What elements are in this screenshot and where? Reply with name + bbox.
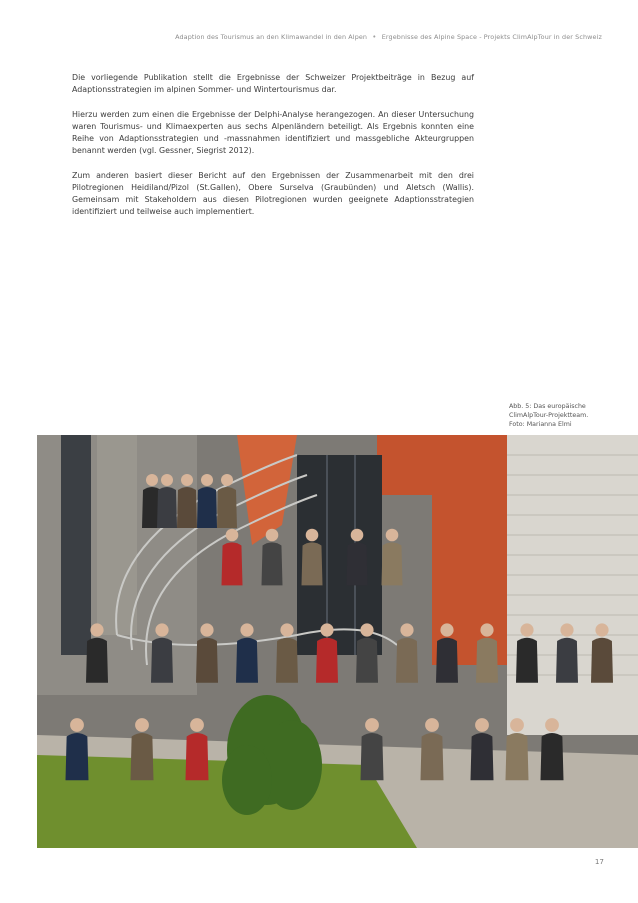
- running-header-separator: •: [372, 33, 377, 41]
- caption-line-team: ClimAlpTour-Projektteam.: [509, 412, 589, 420]
- group-photo: [37, 435, 638, 848]
- body-text: [72, 72, 474, 231]
- caption-line-credit: Foto: Marianna Elmi: [509, 421, 572, 429]
- running-header-right: Ergebnisse des Alpine Space - Projekts ClimAlpTour in der Schweiz: [381, 33, 602, 41]
- group-photo-illustration: [37, 435, 638, 848]
- paragraph-intro: Die vorliegende Publikation stellt die Ergebnisse der Schweizer Projektbeiträge in Bezug auf Adaptionsstrategien im alpinen Sommer- und Wintertourismus dar.: [72, 73, 474, 95]
- caption-line-title: Abb. 5: Das europäische: [509, 403, 586, 410]
- paragraph-pilot-regions: Zum anderen basiert dieser Bericht auf den Ergebnissen der Zusammenarbeit mit den drei Pilotregionen Heidiland/Pizol (St.Gallen), Obere Surselva (Graubünden) und Aletsch (Wallis). Gemeinsam mit Stakeholdern aus diesen Pilotregionen wurden geeignete Adaptionsstrategien identifiziert und teilweise auch implementiert.: [72, 170, 474, 217]
- figure-caption: [509, 402, 609, 430]
- running-header-left: Adaption des Tourismus an den Klimawandel in den Alpen: [175, 33, 368, 41]
- paragraph-delphi: Hierzu werden zum einen die Ergebnisse der Delphi-Analyse herangezogen. An dieser Untersuchung waren Tourismus- und Klimaexperten aus sechs Alpenländern beteiligt. Als Ergebnis konnten eine Reihe von Adaptionsstrategien und -massnahmen identifiziert und massgebliche Akteurgruppen benannt werden (vgl. Gessner, Siegrist 2012).: [72, 109, 474, 156]
- running-header: [40, 33, 602, 41]
- page-number: 17: [594, 857, 604, 866]
